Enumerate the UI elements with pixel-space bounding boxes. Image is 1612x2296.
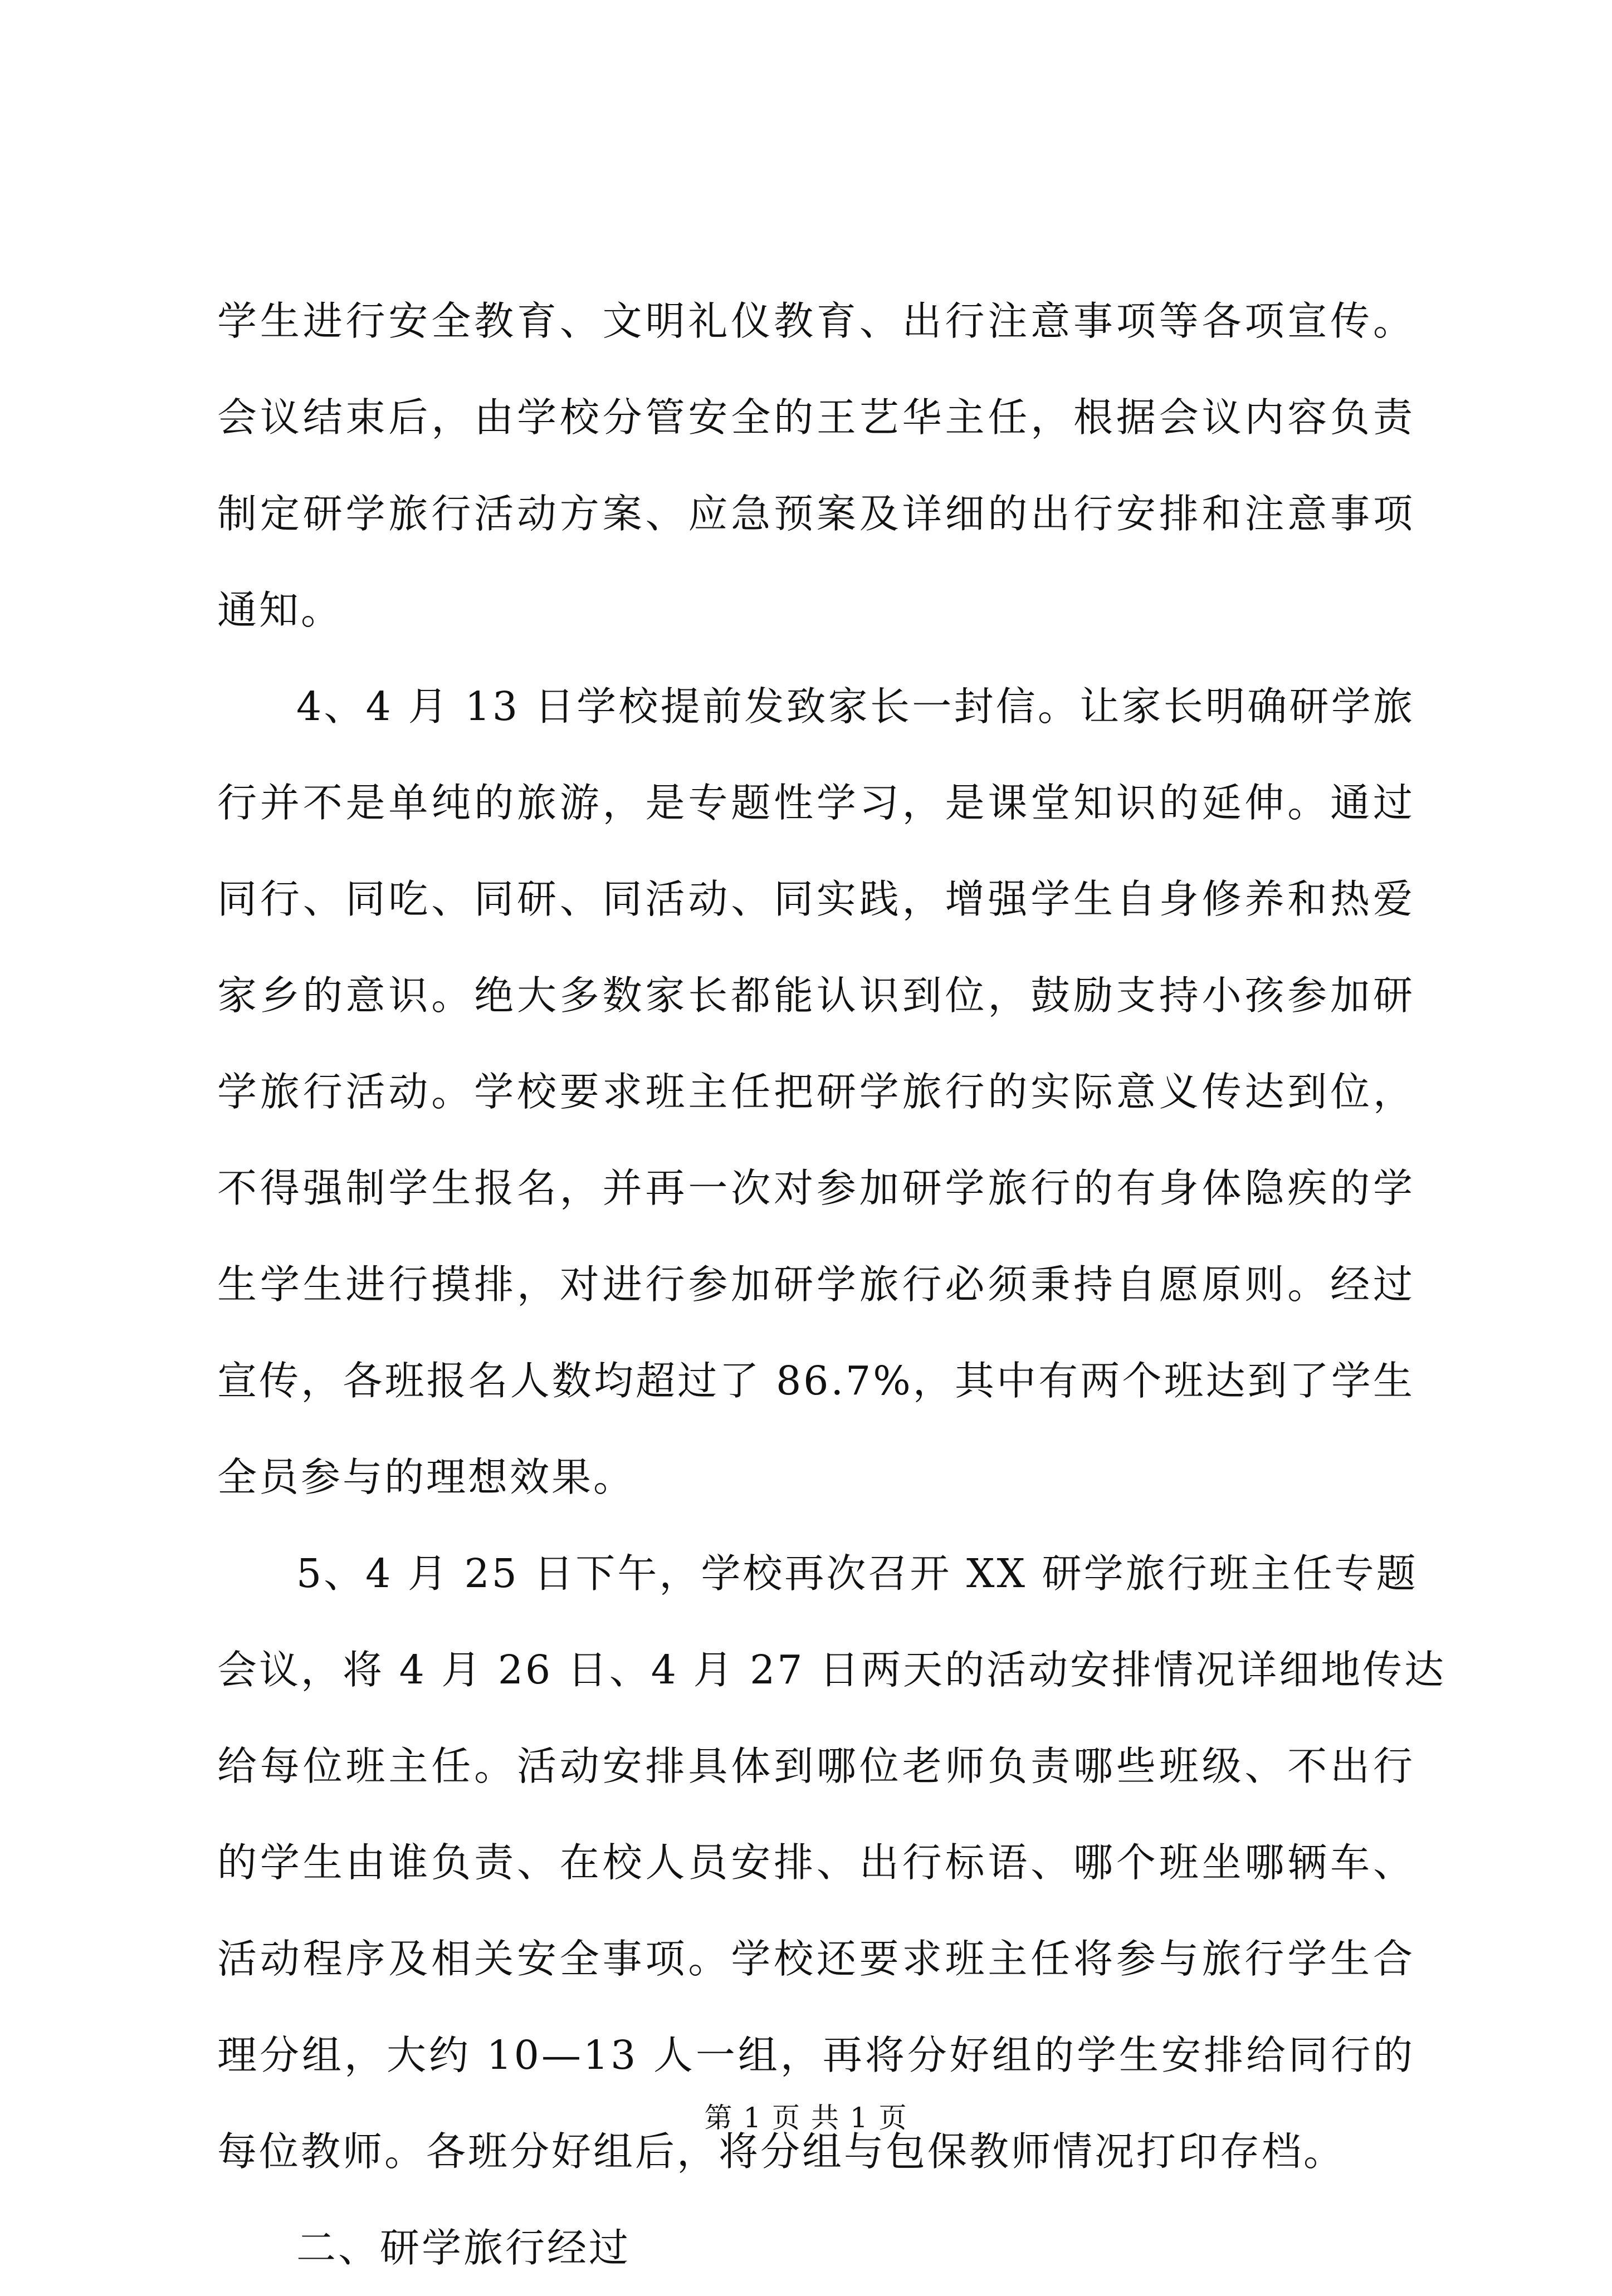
text-line: 全员参与的理想效果。	[217, 1454, 636, 1500]
text-line: 不得强制学生报名，并再一次对参加研学旅行的有身体隐疾的学	[217, 1165, 1415, 1211]
document-body	[217, 273, 1447, 2296]
text-line: 每位教师。各班分好组后，将分组与包保教师情况打印存档。	[217, 2128, 1346, 2175]
text-line: 给每位班主任。活动安排具体到哪位老师负责哪些班级、不出行	[217, 1743, 1415, 1789]
text-line: 活动程序及相关安全事项。学校还要求班主任将参与旅行学生合	[217, 1936, 1415, 1982]
text-line: 的学生由谁负责、在校人员安排、出行标语、哪个班坐哪辆车、	[217, 1839, 1415, 1886]
text-line: 学生进行安全教育、文明礼仪教育、出行注意事项等各项宣传。	[217, 298, 1415, 344]
paragraph-first-line: 4、4 月 13 日学校提前发致家长一封信。让家长明确研学旅	[296, 683, 1415, 730]
text-line: 会议，将 4 月 26 日、4 月 27 日两天的活动安排情况详细地传达	[217, 1647, 1447, 1693]
text-line: 学旅行活动。学校要求班主任把研学旅行的实际意义传达到位，	[217, 1069, 1415, 1115]
text-line: 同行、同吃、同研、同活动、同实践，增强学生自身修养和热爱	[217, 876, 1415, 922]
text-line: 家乡的意识。绝大多数家长都能认识到位，鼓励支持小孩参加研	[217, 972, 1415, 1019]
text-line: 通知。	[217, 587, 343, 633]
page-footer: 第 1 页 共 1 页	[704, 2102, 908, 2134]
text-line: 制定研学旅行活动方案、应急预案及详细的出行安排和注意事项	[217, 491, 1415, 537]
text-line: 行并不是单纯的旅游，是专题性学习，是课堂知识的延伸。通过	[217, 780, 1415, 826]
text-line: 会议结束后，由学校分管安全的王艺华主任，根据会议内容负责	[217, 394, 1415, 440]
text-line: 宣传，各班报名人数均超过了 86.7%，其中有两个班达到了学生	[217, 1358, 1415, 1404]
text-line: 生学生进行摸排，对进行参加研学旅行必须秉持自愿原则。经过	[217, 1261, 1415, 1308]
text-line: 理分组，大约 10—13 人一组，再将分好组的学生安排给同行的	[217, 2032, 1415, 2078]
paragraph-first-line: 5、4 月 25 日下午，学校再次召开 XX 研学旅行班主任专题	[296, 1550, 1418, 1597]
section-heading: 二、研学旅行经过	[296, 2225, 631, 2271]
